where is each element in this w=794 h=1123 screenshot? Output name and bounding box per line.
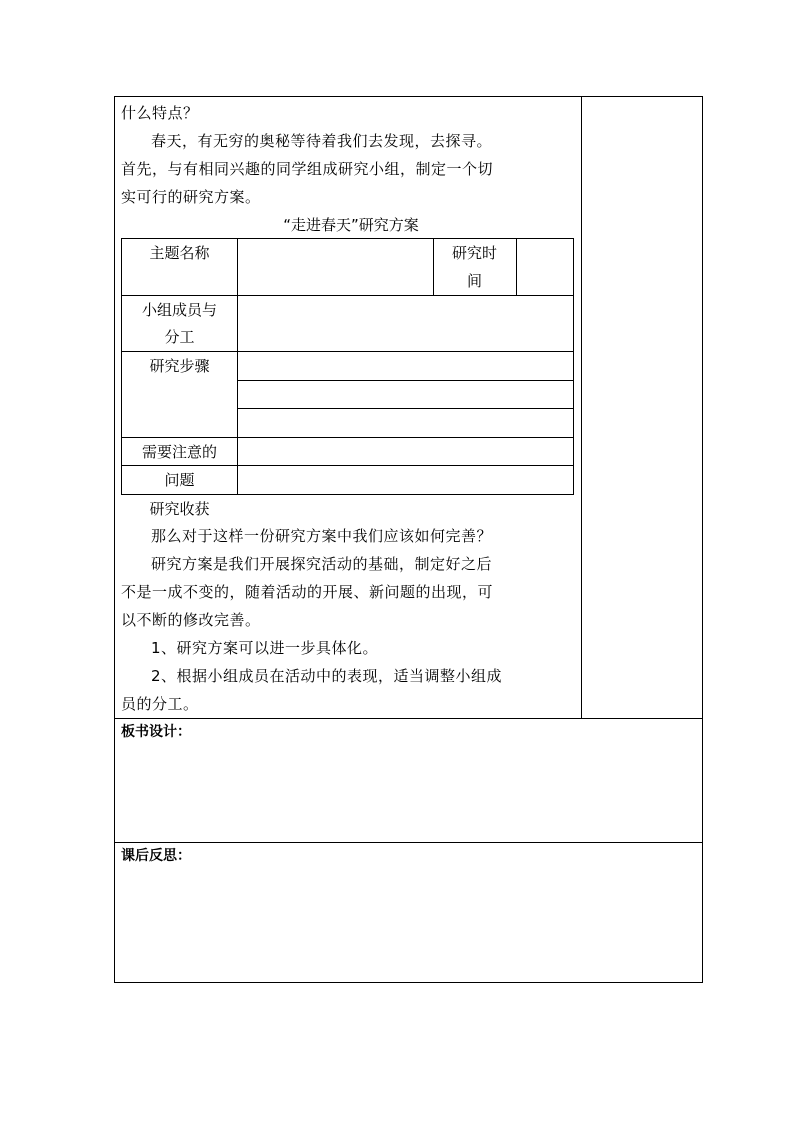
- after-line-1: 那么对于这样一份研究方案中我们应该如何完善？: [151, 527, 493, 545]
- time-label-right-divider: [516, 239, 517, 295]
- research-plan-table: [121, 238, 574, 518]
- after-line-3: 不是一成不变的，随着活动的开展、新问题的出现，可: [121, 583, 494, 601]
- members-label-line-1: 小组成员与: [141, 301, 217, 319]
- reflection-section-divider: [115, 842, 702, 843]
- after-line-5: 1、研究方案可以进一步具体化。: [151, 639, 379, 657]
- time-label-line-1: 研究时: [451, 244, 497, 262]
- reflection-label: 课后反思：: [121, 848, 191, 864]
- lesson-plan-frame: [114, 96, 703, 983]
- step-subrow-divider-1: [237, 380, 573, 381]
- topic-label: 主题名称: [149, 244, 210, 262]
- notes-label-line-2: 问题: [164, 471, 195, 489]
- notes-label-line-1: 需要注意的: [141, 443, 217, 461]
- intro-line-2: 春天，有无穷的奥秘等待着我们去发现，去探寻。: [151, 132, 493, 150]
- intro-line-1: 什么特点？: [121, 104, 199, 122]
- steps-label: 研究步骤: [149, 357, 210, 375]
- right-column-divider: [581, 97, 582, 718]
- board-section-divider: [115, 718, 702, 719]
- intro-line-4: 实可行的研究方案。: [121, 188, 261, 206]
- after-line-6: 2、根据小组成员在活动中的表现，适当调整小组成: [151, 667, 503, 685]
- step-subrow-divider-2: [237, 408, 573, 409]
- after-line-4: 以不断的修改完善。: [121, 611, 261, 629]
- gains-label: 研究收获: [149, 500, 210, 518]
- time-label-line-2: 间: [466, 272, 482, 290]
- plan-title: “走进春天”研究方案: [283, 216, 419, 234]
- after-line-2: 研究方案是我们开展探究活动的基础，制定好之后: [151, 555, 493, 573]
- label-column-divider: [237, 239, 238, 494]
- after-line-7: 员的分工。: [121, 695, 199, 713]
- members-label-line-2: 分工: [164, 328, 195, 346]
- intro-line-3: 首先，与有相同兴趣的同学组成研究小组，制定一个切: [121, 160, 494, 178]
- board-design-label: 板书设计：: [121, 724, 191, 740]
